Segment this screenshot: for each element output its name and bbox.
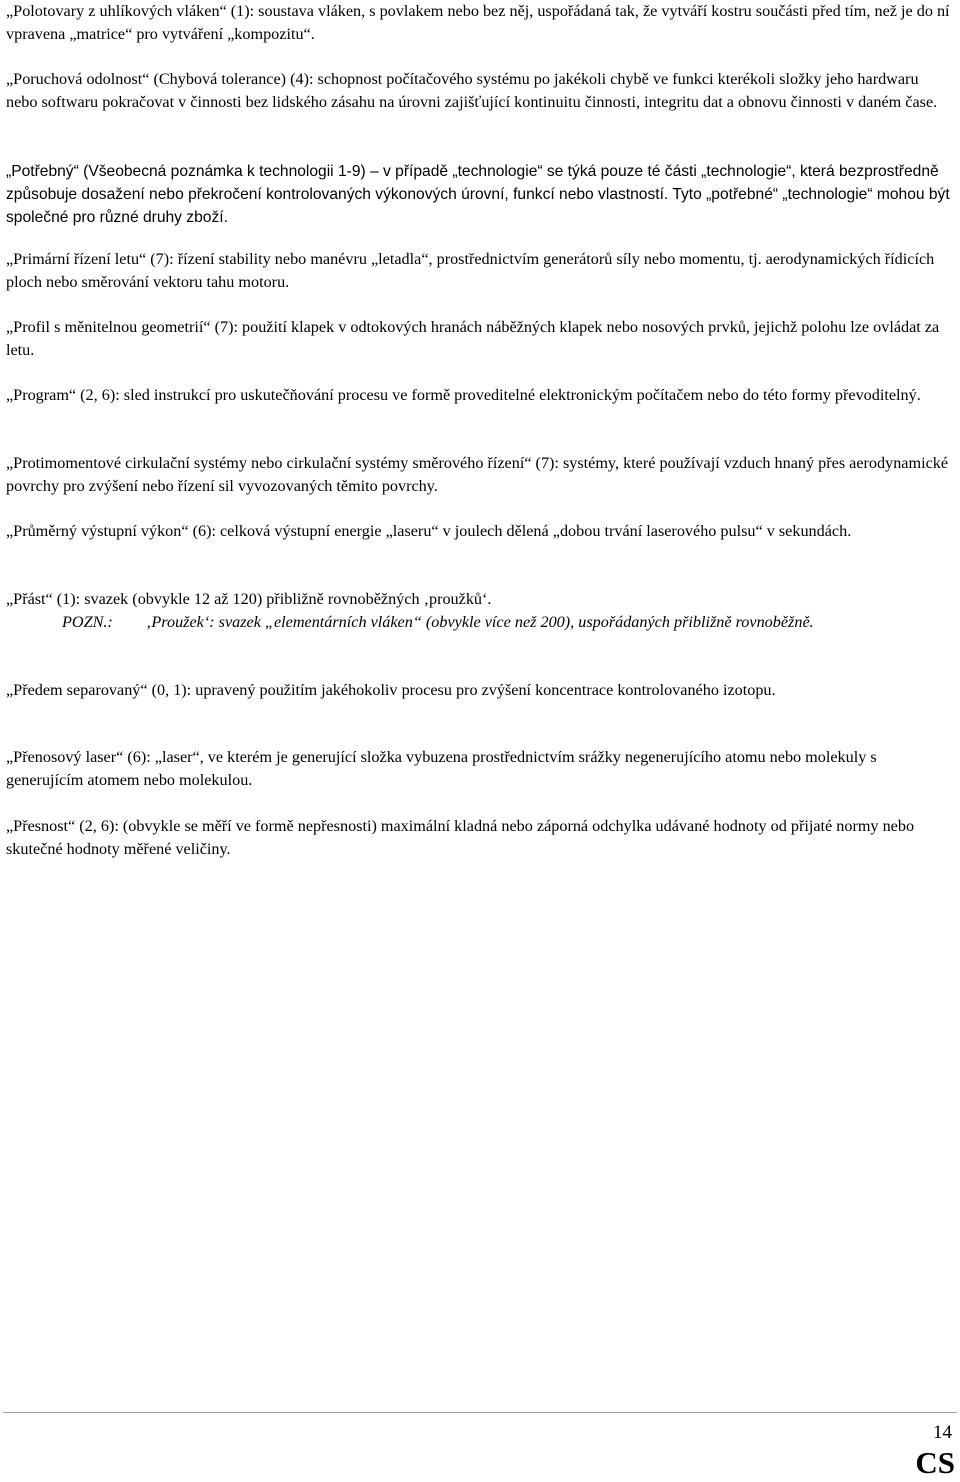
definition-prast-block: [6, 588, 951, 634]
definition-potrebny: „Potřebný“ (Všeobecná poznámka k technologii 1-9) – v případě „technologie“ se týká pouze té části „technologie“, která bezprostředně způsobuje dosažení nebo překročení kontrolovaných výkonových úrovní, funkcí nebo vlastností. Tyto „potřebné“ „technologie“ mohou být společné pro různé druhy zboží.: [6, 163, 950, 226]
note-text: ‚Proužek‘: svazek „elementárních vláken“ (obvykle více než 200), uspořádaných přibližně rovnoběžně.: [146, 613, 814, 631]
definition-presnost: „Přesnost“ (2, 6): (obvykle se měří ve formě nepřesnosti) maximální kladná nebo záporná odchylka udávané hodnoty od přijaté normy nebo skutečné hodnoty měřené veličiny.: [6, 817, 915, 858]
language-code: CS: [915, 1445, 955, 1480]
definition-prast: „Přást“ (1): svazek (obvykle 12 až 120) přibližně rovnoběžných ‚proužků‘.: [6, 590, 492, 608]
definition-predem-separovany: „Předem separovaný“ (0, 1): upravený použitím jakéhokoliv procesu pro zvýšení koncentrace kontrolovaného izotopu.: [6, 681, 776, 699]
definition-prenosovy-laser: „Přenosový laser“ (6): „laser“, ve kterém je generující složka vybuzena prostřednictvím srážky negenerujícího atomu nebo molekuly s generujícím atomem nebo molekulou.: [6, 748, 877, 789]
note-label: POZN.:: [62, 613, 113, 631]
definition-polotovary: „Polotovary z uhlíkových vláken“ (1): soustava vláken, s povlakem nebo bez něj, uspořádaná tak, že vytváří kostru součásti před tím, než je do ní vpravena „matrice“ pro vytváření „kompozitu“.: [6, 2, 950, 43]
definition-primarni-rizeni-letu: „Primární řízení letu“ (7): řízení stability nebo manévru „letadla“, prostřednictvím generátorů síly nebo momentu, tj. aerodynamických řídicích ploch nebo směrování vektoru tahu motoru.: [6, 250, 935, 291]
definition-protimomentove: „Protimomentové cirkulační systémy nebo cirkulační systémy směrového řízení“ (7): systémy, které používají vzduch hnaný přes aerodynamické povrchy pro zvýšení nebo řízení sil vyvozovaných těmito povrchy.: [6, 454, 949, 495]
definition-prumerny-vystupni-vykon: „Průměrný výstupní výkon“ (6): celková výstupní energie „laseru“ v joulech dělená „dobou trvání laserového pulsu“ v sekundách.: [6, 522, 852, 540]
definition-profil: „Profil s měnitelnou geometrií“ (7): použití klapek v odtokových hranách náběžných klapek nebo nosových prvků, jejichž polohu lze ovládat za letu.: [6, 318, 940, 359]
footer-divider: [3, 1412, 957, 1413]
page-number: 14: [933, 1422, 952, 1443]
definition-poruchova-odolnost: „Poruchová odolnost“ (Chybová tolerance) (4): schopnost počítačového systému po jakékoli chybě ve funkci kterékoli složky jeho hardwaru nebo softwaru pokračovat v činnosti bez lidského zásahu na úrovni zajišťující kontinuitu činnosti, integritu dat a obnovu činnosti v daném čase.: [6, 70, 938, 111]
definition-prast-note: [6, 611, 951, 634]
definition-program: „Program“ (2, 6): sled instrukcí pro uskutečňování procesu ve formě proveditelné elektronickým počítačem nebo do této formy převoditelný.: [6, 386, 921, 404]
